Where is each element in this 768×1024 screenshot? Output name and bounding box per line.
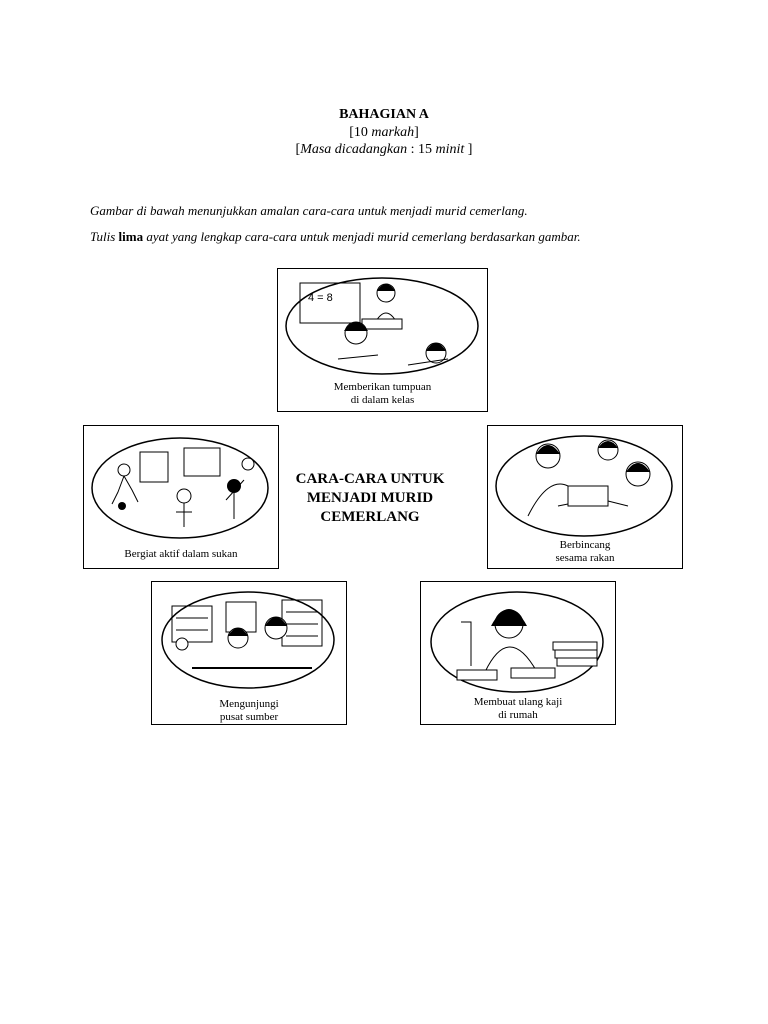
marks-word: markah: [371, 125, 415, 140]
panel-classroom: [277, 268, 488, 412]
center-title-line-1: CARA-CARA UNTUK: [295, 471, 445, 487]
sports-illustration: [84, 426, 277, 567]
panel-sports: [83, 425, 279, 569]
caption-line-1: Berbincang: [559, 539, 611, 551]
panel-discussion: [487, 425, 683, 569]
caption-sports: [84, 548, 278, 561]
marks-suffix: ]: [414, 125, 419, 140]
instruction-suffix: ayat yang lengkap cara-cara untuk menjadi murid cemerlang berdasarkan gambar.: [143, 229, 581, 244]
time-middle: : 15: [407, 142, 436, 157]
instruction-prefix: Tulis: [90, 229, 119, 244]
time-suffix: ]: [464, 142, 473, 157]
board-text: 4 = 8: [308, 292, 333, 304]
caption-line-2: pusat sumber: [219, 711, 279, 723]
time-word: Masa dicadangkan: [300, 142, 408, 157]
section-title: BAHAGIAN A: [339, 107, 429, 122]
caption-line-1: Memberikan tumpuan: [333, 381, 432, 393]
caption-revision: [421, 696, 615, 722]
caption-line-1: Bergiat aktif dalam sukan: [124, 548, 238, 560]
panel-library: [151, 581, 347, 725]
caption-line-1: Mengunjungi: [219, 698, 279, 710]
marks-line: [0, 125, 768, 141]
time-line: [0, 142, 768, 158]
caption-library: [152, 698, 346, 724]
caption-line-2: di dalam kelas: [350, 394, 415, 406]
marks-prefix: [10: [349, 125, 372, 140]
panel-revision: [420, 581, 616, 725]
time-unit: minit: [435, 142, 465, 157]
caption-line-1: Membuat ulang kaji: [473, 696, 563, 708]
caption-line-2: sesama rakan: [555, 552, 615, 564]
center-title-line-3: CEMERLANG: [320, 509, 420, 525]
caption-line-2: di rumah: [498, 709, 538, 721]
instruction-bold: lima: [118, 229, 144, 244]
time-prefix: [: [295, 142, 301, 157]
instruction-line-1: Gambar di bawah menunjukkan amalan cara-cara untuk menjadi murid cemerlang.: [90, 203, 528, 218]
center-title-line-2: MENJADI MURID: [306, 490, 434, 506]
instruction-line-2: [90, 229, 581, 245]
center-title: [280, 470, 460, 527]
caption-discussion: [488, 539, 682, 565]
caption-classroom: [278, 381, 487, 407]
